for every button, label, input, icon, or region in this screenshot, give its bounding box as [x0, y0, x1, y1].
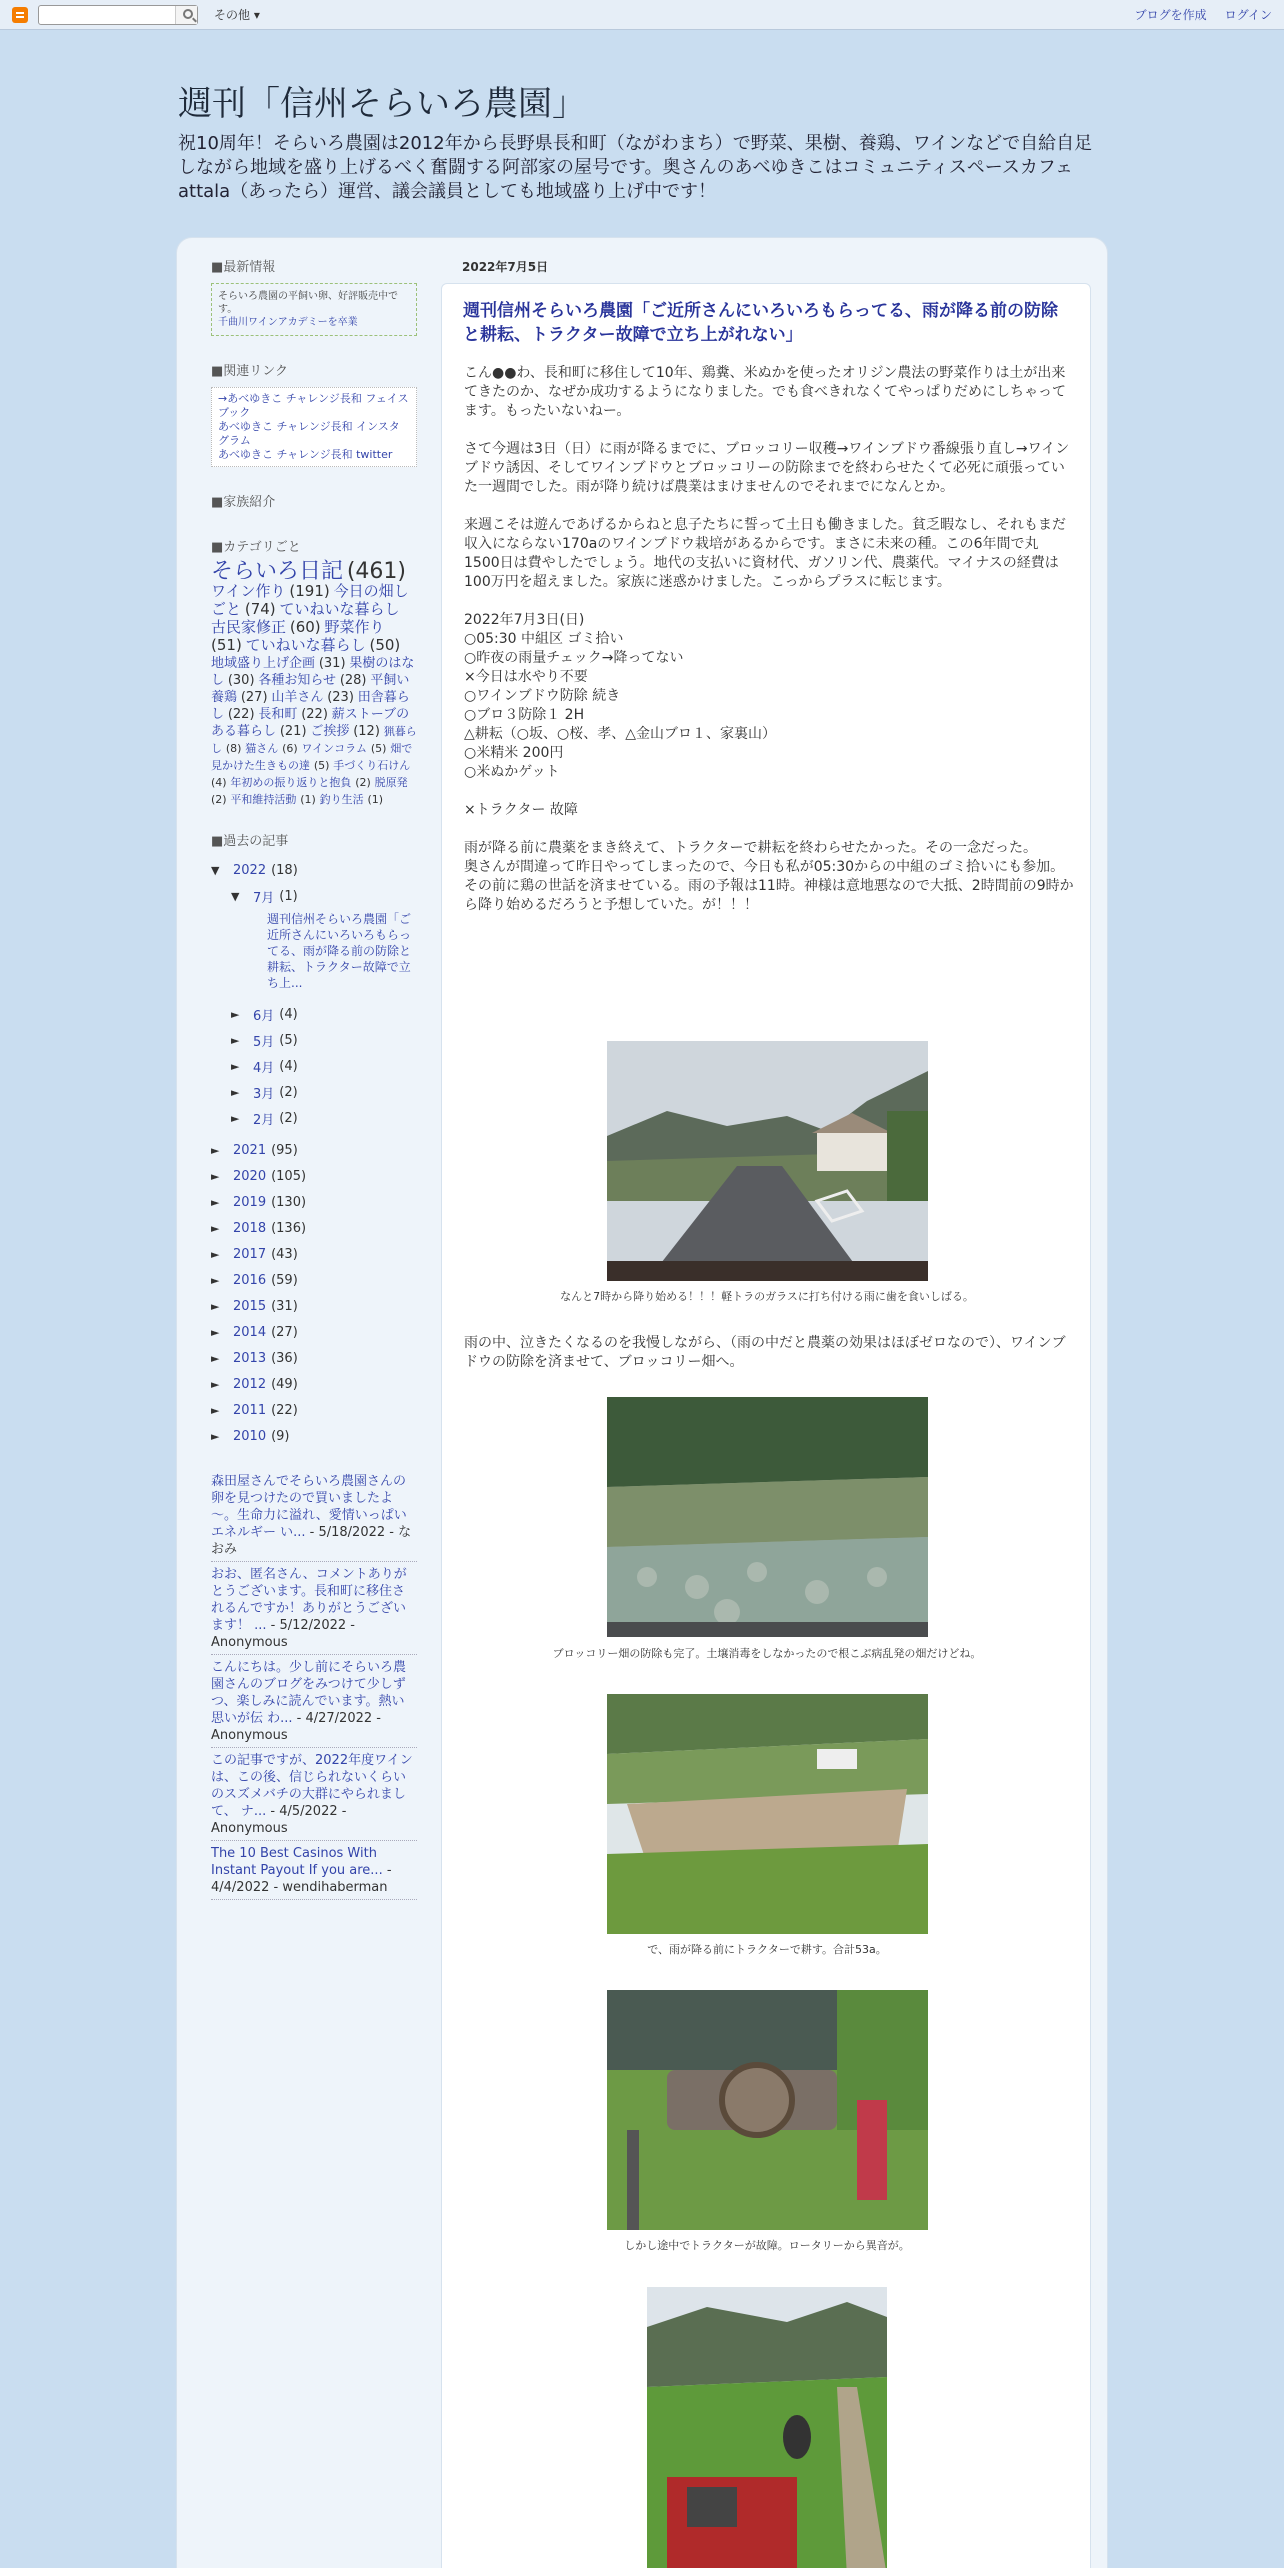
- collapse-toggle-icon[interactable]: ▼: [231, 889, 240, 903]
- category-label-link[interactable]: 今日の畑しごと: [211, 582, 409, 618]
- archive-count: (4): [279, 1006, 298, 1022]
- photo-caption: なんと7時から降り始める！！！軽トラのガラスに打ち付ける雨に歯を食いしばる。: [560, 1290, 974, 1303]
- comment-link[interactable]: おお、匿名さん、コメントありがとうございます。長和町に移住されるんですか！ありがとうございます！ ...: [211, 1567, 407, 1633]
- category-count: (23): [327, 690, 354, 705]
- archive-month-row: [231, 1001, 417, 1027]
- schedule-line: ○米ぬかゲット: [464, 764, 560, 780]
- archive-post-link[interactable]: 週刊信州そらいろ農園「ご近所さんにいろいろもらってる、雨が降る前の防除と耕耘、トラクター故障で立ち上...: [267, 912, 412, 990]
- comment-meta: - 5/12/2022 - Anonymous: [211, 1618, 355, 1650]
- category-count: (22): [227, 707, 255, 722]
- comment-item: [211, 1473, 417, 1562]
- expand-toggle-icon[interactable]: ►: [211, 1169, 220, 1183]
- post-paragraph: さて今週は3日（日）に雨が降るまでに、ブロッコリー収穫→ワインブドウ番線張り直し→ワインブドウ誘因、そしてワインブドウとブロッコリーの防除までを終わらせたくて必死に頑張っていた一週間でした。雨が降り続けば農業はまけませんのでそれまでになんとか。: [464, 441, 1070, 495]
- search-icon: [183, 9, 193, 19]
- archive-year-link[interactable]: 2019: [233, 1194, 267, 1210]
- label-cloud: [211, 559, 417, 808]
- expand-toggle-icon[interactable]: ►: [211, 1299, 220, 1313]
- category-label-link[interactable]: そらいろ日記: [211, 559, 344, 584]
- comment-meta: - 4/27/2022 - Anonymous: [211, 1711, 381, 1743]
- blogger-logo-icon[interactable]: [12, 7, 28, 23]
- archive-year-row: [211, 1241, 417, 1267]
- archive-count: (5): [279, 1032, 298, 1048]
- archive-month-row: [231, 883, 417, 909]
- category-count: (1): [367, 793, 384, 806]
- expand-toggle-icon[interactable]: ►: [211, 1221, 220, 1235]
- recent-comments: [211, 1473, 417, 1900]
- archive-count: (43): [271, 1246, 298, 1262]
- expand-toggle-icon[interactable]: ►: [211, 1143, 220, 1157]
- archive-year-row: [211, 1293, 417, 1319]
- category-label-link[interactable]: 野菜作り: [324, 618, 385, 636]
- category-count: (4): [211, 776, 227, 789]
- category-count: (51): [211, 636, 242, 654]
- category-count: (2): [211, 793, 227, 806]
- expand-toggle-icon[interactable]: ►: [211, 1325, 220, 1339]
- archive-count: (22): [271, 1402, 298, 1418]
- category-label-link[interactable]: 猟暮らし: [211, 725, 417, 755]
- archive-count: (31): [271, 1298, 298, 1314]
- news-text: そらいろ農園の平飼い卵、好評販売中です。: [218, 291, 398, 315]
- post-paragraph: 来週こそは遊んであげるからねと息子たちに誓って土日も働きました。貧乏暇なし、それもまだ収入にならない170aのワインブドウ栽培があるからです。まさに未来の種。この6年間で丸1500日は費やしたでしょう。地代の支払いに資材代、ガソリン代、農薬代。マイナスの経費は100万円を超えました。家族に迷惑かけました。こっからプラスに転じます。: [464, 517, 1066, 590]
- archive-count: (2): [279, 1110, 298, 1126]
- collapse-toggle-icon[interactable]: ▼: [211, 863, 220, 877]
- category-label-link[interactable]: 年初めの振り返りと抱負: [230, 776, 352, 789]
- category-label-link[interactable]: ていねいな暮らし: [245, 636, 366, 654]
- comment-link[interactable]: この記事ですが、2022年度ワインは、この後、信じられないくらいのスズメバチの大群にやられまして、 ナ...: [211, 1753, 413, 1819]
- expand-toggle-icon[interactable]: ►: [231, 1007, 240, 1021]
- archive-count: (49): [271, 1376, 298, 1392]
- archive-year-link[interactable]: 2017: [233, 1246, 267, 1262]
- archive-year-link[interactable]: 2020: [233, 1168, 267, 1184]
- category-label-link[interactable]: 古民家修正: [211, 618, 287, 636]
- twitter-link[interactable]: あべゆきこ チャレンジ長和 twitter: [218, 448, 393, 461]
- category-label-link[interactable]: 山羊さん: [271, 690, 324, 705]
- archive-month-row: [231, 1053, 417, 1079]
- archive-year-row: [211, 1345, 417, 1371]
- archive-month-link[interactable]: 6月: [253, 1008, 275, 1024]
- expand-toggle-icon[interactable]: ►: [231, 1111, 240, 1125]
- schedule-line: ×今日は水やり不要: [464, 669, 588, 685]
- instagram-link[interactable]: あべゆきこ チャレンジ長和 インスタグラム: [218, 420, 400, 447]
- tractor-breakdown-photo[interactable]: [607, 1990, 928, 2230]
- archive-year-row: [211, 1371, 417, 1397]
- category-label-link[interactable]: 釣り生活: [319, 793, 364, 806]
- category-label-link[interactable]: 手づくり石けん: [333, 759, 411, 772]
- archive-year-link[interactable]: 2012: [233, 1376, 267, 1392]
- create-blog-link[interactable]: ブログを作成: [1134, 8, 1207, 22]
- comment-link[interactable]: 森田屋さんでそらいろ農園さんの卵を見つけたので買いましたよ～。生命力に溢れ、愛情いっぱいエネルギー い...: [211, 1474, 407, 1540]
- archive-count: (95): [271, 1142, 298, 1158]
- broccoli-field-photo[interactable]: [607, 1397, 928, 1637]
- archive-count: (9): [271, 1428, 290, 1444]
- post-title[interactable]: 週刊信州そらいろ農園「ご近所さんにいろいろもらってる、雨が降る前の防除と耕耘、トラクター故障で立ち上がれない」: [463, 301, 1058, 345]
- tractor-field-photo[interactable]: [647, 2287, 887, 2568]
- comment-link[interactable]: こんにちは。少し前にそらいろ農園さんのブログをみつけて少しずつ、楽しみに読んでいます。熱い思いが伝 わ...: [211, 1660, 407, 1726]
- category-count: (461): [346, 559, 407, 584]
- archive-year-link[interactable]: 2015: [233, 1298, 267, 1314]
- archive-count: (27): [271, 1324, 298, 1340]
- category-label-link[interactable]: 猫さん: [245, 742, 279, 755]
- search-input[interactable]: [38, 5, 198, 25]
- archive-count: (4): [279, 1058, 298, 1074]
- archive-month-link[interactable]: 3月: [253, 1086, 275, 1102]
- category-count: (5): [370, 742, 387, 755]
- category-count: (27): [240, 690, 268, 705]
- blogger-navbar: [0, 0, 1284, 30]
- category-label-link[interactable]: 果樹のはなし: [211, 656, 415, 688]
- post: [441, 283, 1091, 2568]
- archive-year-row: [211, 857, 417, 883]
- schedule-line: ○米精米 200円: [464, 745, 564, 761]
- archive-month-row: [231, 1027, 417, 1053]
- category-count: (31): [318, 656, 346, 671]
- search-button[interactable]: [175, 6, 197, 24]
- comment-meta: - 4/4/2022 - wendihaberman: [211, 1863, 392, 1895]
- news-box: [211, 283, 417, 336]
- photo-caption: ブロッコリー畑の防除も完了。土壌消毒をしなかったので根こぶ病乱発の畑だけどね。: [552, 1647, 982, 1660]
- tractor-status: ×トラクター 故障: [464, 802, 578, 818]
- archive-year-link[interactable]: 2013: [233, 1350, 267, 1366]
- comment-meta: - 4/5/2022 - Anonymous: [211, 1804, 347, 1836]
- category-count: (28): [339, 673, 367, 688]
- schedule-line: ○昨夜の雨量チェック→降ってない: [464, 650, 684, 666]
- category-count: (1): [300, 793, 316, 806]
- archive-year-link[interactable]: 2018: [233, 1220, 267, 1236]
- archive-count: (1): [279, 888, 298, 904]
- category-count: (12): [353, 724, 380, 739]
- archive-count: (136): [271, 1220, 307, 1236]
- archive-year-row: [211, 1423, 417, 1449]
- expand-toggle-icon[interactable]: ►: [211, 1377, 220, 1391]
- schedule-line: △耕耘（○坂、○桜、孝、△金山ブロ１、家裏山）: [464, 726, 776, 742]
- archive-year-link[interactable]: 2021: [233, 1142, 267, 1158]
- archive-month-link[interactable]: 2月: [253, 1112, 275, 1128]
- category-count: (74): [244, 600, 276, 618]
- category-label-link[interactable]: ワイン作り: [211, 582, 286, 600]
- blog-archive: [211, 857, 417, 1449]
- category-count: (60): [289, 618, 321, 636]
- archive-year-row: [211, 1397, 417, 1423]
- category-label-link[interactable]: ワインコラム: [301, 742, 368, 755]
- archive-month-link[interactable]: 5月: [253, 1034, 275, 1050]
- expand-toggle-icon[interactable]: ►: [231, 1085, 240, 1099]
- archive-widget-title: ■過去の記事: [211, 834, 289, 849]
- expand-toggle-icon[interactable]: ►: [211, 1247, 220, 1261]
- comment-item: [211, 1845, 417, 1900]
- archive-count: (2): [279, 1084, 298, 1100]
- schedule-list: [464, 611, 1074, 782]
- archive-year-link[interactable]: 2010: [233, 1428, 267, 1444]
- expand-toggle-icon[interactable]: ►: [211, 1351, 220, 1365]
- archive-year-row: [211, 1267, 417, 1293]
- archive-year-link[interactable]: 2022: [233, 862, 267, 878]
- archive-year-row: [211, 1189, 417, 1215]
- archive-year-row: [211, 1163, 417, 1189]
- category-label-link[interactable]: 薪ストーブのある暮らし: [211, 707, 410, 739]
- family-widget-title: ■家族紹介: [211, 495, 276, 510]
- category-label-link[interactable]: 畑で見かけた生きもの達: [211, 742, 413, 772]
- photo-caption: で、雨が降る前にトラクターで耕す。合計53a。: [647, 1943, 887, 1956]
- comment-item: [211, 1566, 417, 1655]
- category-label-link[interactable]: 平和維持活動: [230, 793, 297, 806]
- comment-meta: - 5/18/2022 - なおみ: [211, 1525, 412, 1557]
- post-paragraph: 雨が降る前に農薬をまき終えて、トラクターで耕耘を終わらせたかった。その一念だった。: [464, 840, 1038, 856]
- comment-item: [211, 1659, 417, 1748]
- archive-months: [211, 883, 417, 1131]
- category-count: (5): [313, 759, 330, 772]
- archive-year-link[interactable]: 2016: [233, 1272, 267, 1288]
- schedule-line: ○ブロ３防除１ 2H: [464, 707, 585, 723]
- facebook-link[interactable]: →あべゆきこ チャレンジ長和 フェイスブック: [218, 392, 409, 419]
- category-widget-title: ■カテゴリごと: [211, 540, 301, 555]
- road-rain-photo[interactable]: [607, 1041, 928, 1281]
- schedule-line: 2022年7月3日(日): [464, 612, 585, 628]
- category-label-link[interactable]: 脱原発: [374, 776, 408, 789]
- links-box: [211, 387, 417, 467]
- comment-item: [211, 1752, 417, 1841]
- archive-year-row: [211, 1215, 417, 1241]
- category-label-link[interactable]: ていねいな暮らし: [279, 600, 400, 618]
- archive-month-row: [231, 1105, 417, 1131]
- login-link[interactable]: ログイン: [1224, 8, 1272, 22]
- photo-caption: しかし途中でトラクターが故障。ロータリーから異音が。: [624, 2239, 910, 2252]
- post-body: [464, 364, 1074, 934]
- expand-toggle-icon[interactable]: ►: [211, 1273, 220, 1287]
- archive-year-link[interactable]: 2011: [233, 1402, 267, 1418]
- archive-count: (130): [271, 1194, 307, 1210]
- links-widget-title: ■関連リンク: [211, 364, 289, 379]
- expand-toggle-icon[interactable]: ►: [211, 1429, 220, 1443]
- category-label-link[interactable]: ご挨拶: [310, 724, 350, 739]
- archive-count: (105): [271, 1168, 307, 1184]
- archive-count: (36): [271, 1350, 298, 1366]
- more-menu[interactable]: その他 ▾: [214, 8, 260, 22]
- blog-title[interactable]: 週刊「信州そらいろ農園」: [178, 84, 586, 124]
- archive-month-link[interactable]: 7月: [253, 890, 275, 906]
- category-count: (8): [225, 742, 242, 755]
- sidebar: [211, 256, 417, 1904]
- archive-count: (18): [271, 862, 298, 878]
- post-paragraph: こん●●わ、長和町に移住して10年、鶏糞、米ぬかを使ったオリジン農法の野菜作りは土が出来てきたのか、なぜか成功するようになりました。でも食べきれなくてやっぱりだめにしちゃってます。もったいないねー。: [464, 365, 1066, 419]
- archive-count: (59): [271, 1272, 298, 1288]
- archive-month-row: [231, 1079, 417, 1105]
- expand-toggle-icon[interactable]: ►: [231, 1059, 240, 1073]
- tilled-field-photo[interactable]: [607, 1694, 928, 1934]
- category-count: (191): [289, 582, 330, 600]
- post-date: 2022年7月5日: [462, 260, 549, 274]
- news-widget-title: ■最新情報: [211, 260, 276, 275]
- expand-toggle-icon[interactable]: ►: [211, 1195, 220, 1209]
- category-count: (2): [355, 776, 371, 789]
- category-count: (50): [369, 636, 401, 654]
- expand-toggle-icon[interactable]: ►: [231, 1033, 240, 1047]
- archive-year-row: [211, 1137, 417, 1163]
- category-count: (30): [227, 673, 255, 688]
- news-link[interactable]: 千曲川ワインアカデミーを卒業: [218, 317, 358, 328]
- archive-month-link[interactable]: 4月: [253, 1060, 275, 1076]
- category-label-link[interactable]: 長和町: [258, 707, 298, 722]
- post-paragraph: 雨の中、泣きたくなるのを我慢しながら、（雨の中だと農薬の効果はほぼゼロなので）、ワインブドウの防除を済ませて、ブロッコリー畑へ。: [464, 1335, 1066, 1370]
- archive-year-row: [211, 1319, 417, 1345]
- post-paragraph: 奥さんが間違って昨日やってしまったので、今日も私が05:30からの中組のゴミ拾いにも参加。その前に鶏の世話を済ませている。雨の予報は11時。神様は意地悪なので大抵、2時間前の9時から降り始めるだろうと予想していた。が！！！: [464, 859, 1074, 913]
- blog-description: 祝10周年！そらいろ農園は2012年から長野県長和町（ながわまち）で野菜、果樹、養鶏、ワインなどで自給自足しながら地域を盛り上げるべく奮闘する阿部家の屋号です。奥さんのあべゆきこはコミュニティスペースカフェattala（あったら）運営、議会議員としても地域盛り上げ中です！: [178, 133, 1093, 202]
- category-label-link[interactable]: 各種お知らせ: [258, 673, 336, 688]
- category-count: (21): [279, 724, 307, 739]
- category-label-link[interactable]: 田舎暮らし: [211, 690, 410, 722]
- expand-toggle-icon[interactable]: ►: [211, 1403, 220, 1417]
- schedule-line: ○ワインブドウ防除 続き: [464, 688, 621, 704]
- category-label-link[interactable]: 地域盛り上げ企画: [211, 656, 316, 671]
- category-count: (22): [301, 707, 328, 722]
- category-count: (6): [282, 742, 298, 755]
- comment-link[interactable]: The 10 Best Casinos With Instant Payout If you are...: [211, 1846, 383, 1878]
- archive-year-link[interactable]: 2014: [233, 1324, 267, 1340]
- schedule-line: ○05:30 中組区 ゴミ拾い: [464, 631, 624, 647]
- category-label-link[interactable]: 平飼い養鶏: [211, 673, 410, 705]
